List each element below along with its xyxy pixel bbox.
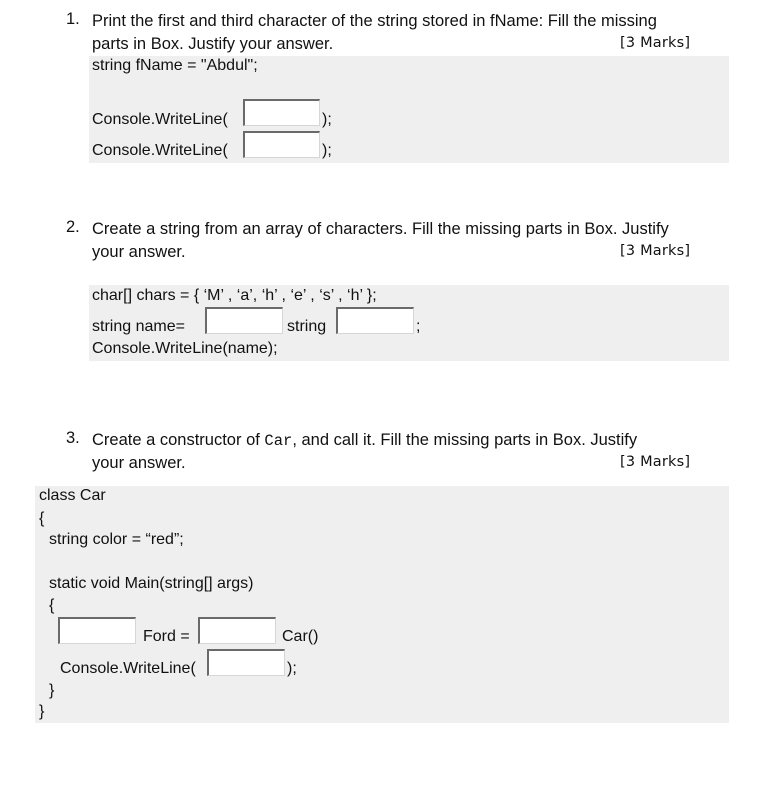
q3-text-b: , and call it. Fill the missing parts in Box. Justify: [292, 431, 638, 449]
q1-code-line1-prefix: Console.WriteLine(: [92, 111, 228, 128]
q2-text-line1: Create a string from an array of characters. Fill the missing parts in Box. Justify: [92, 220, 669, 238]
q3-code-color: string color = “red”;: [49, 531, 184, 548]
q3-text-line2: your answer.: [92, 454, 186, 472]
q3-code-car-call: Car(): [282, 628, 319, 645]
q2-code-name-mid: string: [287, 318, 327, 335]
q3-text-line1: [92, 429, 637, 452]
q3-code-print-suffix: );: [287, 660, 297, 677]
q3-code-print-prefix: Console.WriteLine(: [60, 660, 196, 677]
q3-code-main-close: }: [49, 682, 55, 699]
q3-answer-box-3[interactable]: [207, 649, 285, 676]
q3-code-close-brace: }: [39, 703, 45, 720]
q3-code-main: static void Main(string[] args): [49, 575, 254, 592]
q2-marks: [3 Marks]: [620, 243, 691, 259]
q2-code-name-suffix: ;: [416, 318, 421, 335]
q3-code-open-brace: {: [39, 510, 45, 527]
q3-text-code: Car: [264, 432, 293, 450]
q3-code-main-open: {: [49, 597, 55, 614]
q1-text-line1: Print the first and third character of the string stored in fName: Fill the missing: [92, 12, 657, 30]
q3-answer-box-2[interactable]: [198, 617, 276, 644]
q3-text-a: Create a constructor of: [92, 431, 265, 449]
q1-number: 1.: [66, 10, 80, 28]
q1-code-line2-prefix: Console.WriteLine(: [92, 142, 228, 159]
q3-code-ford: Ford =: [143, 628, 190, 645]
q2-code-chars: char[] chars = { ‘M’ , ‘a’, ‘h’ , ‘e’ , ‘s’ , ‘h’ };: [92, 287, 377, 304]
q2-text-line2: your answer.: [92, 243, 186, 261]
q1-answer-box-1[interactable]: [243, 99, 320, 126]
q3-marks: [3 Marks]: [620, 454, 691, 470]
q1-code-decl: string fName = "Abdul";: [92, 57, 258, 74]
q2-answer-box-1[interactable]: [205, 307, 283, 334]
q2-code-name-prefix: string name=: [92, 318, 185, 335]
q3-code-class: class Car: [39, 487, 106, 504]
q1-text-line2: parts in Box. Justify your answer.: [92, 35, 334, 53]
q1-marks: [3 Marks]: [620, 35, 691, 51]
q3-number: 3.: [66, 429, 80, 447]
q3-code-block: [35, 486, 729, 723]
q1-code-line1-suffix: );: [322, 111, 332, 128]
q2-answer-box-2[interactable]: [336, 307, 414, 334]
q2-number: 2.: [66, 218, 80, 236]
q3-answer-box-1[interactable]: [58, 617, 136, 644]
q1-code-line2-suffix: );: [322, 142, 332, 159]
q1-answer-box-2[interactable]: [243, 131, 320, 158]
q2-code-print: Console.WriteLine(name);: [92, 340, 278, 357]
